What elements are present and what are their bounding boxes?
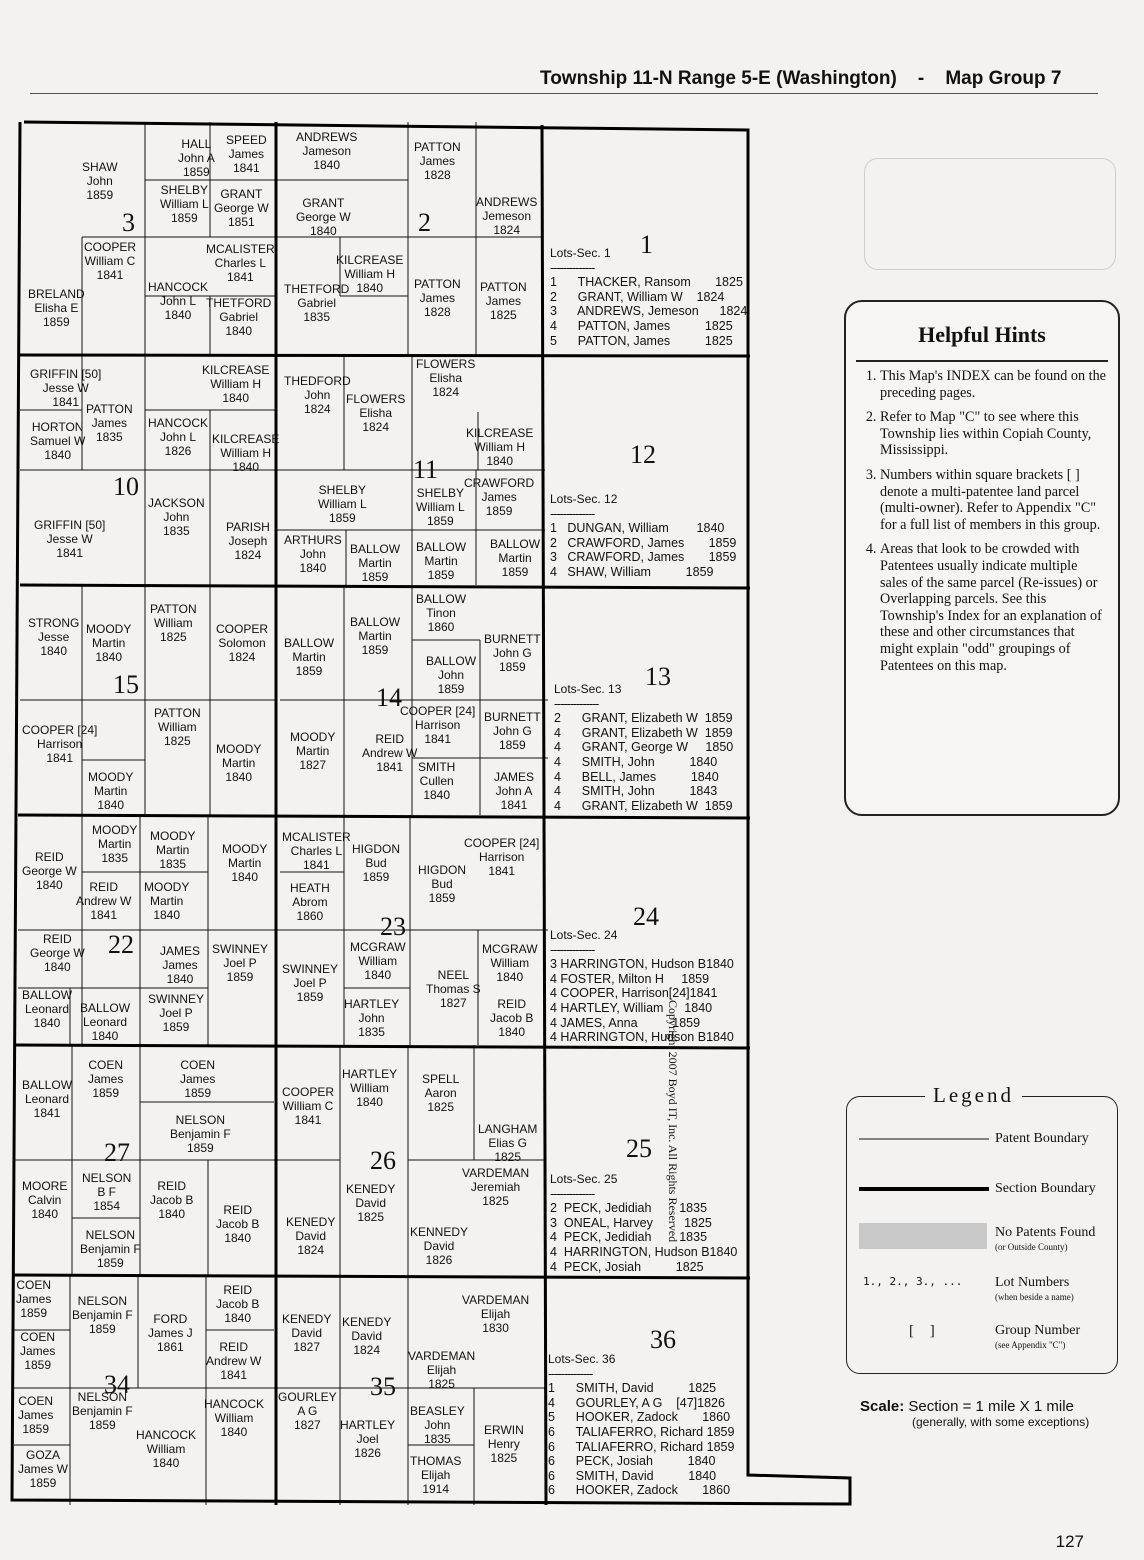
parcel-label: MOODY Martin 1840 [144, 880, 190, 922]
parcel-label: THEDFORD John 1824 [284, 374, 351, 416]
parcel-label: COEN James 1859 [88, 1058, 124, 1100]
legend-patent-boundary: Patent Boundary [995, 1131, 1089, 1146]
lot-row: 4 PATTON, James 1825 [550, 318, 733, 333]
parcel-label: KENEDY David 1824 [342, 1315, 392, 1357]
parcel-label: HIGDON Bud 1859 [352, 842, 400, 884]
legend-no-patents-sub: (or Outside County) [995, 1242, 1068, 1252]
parcel-label: HARTLEY Joel 1826 [340, 1418, 396, 1460]
lot-row: 6 TALIAFERRO, Richard 1859 [548, 1439, 735, 1454]
parcel-label: STRONG Jesse 1840 [28, 616, 80, 658]
lot-row: 5 PATTON, James 1825 [550, 333, 733, 348]
lot-row: 6 PECK, Josiah 1840 [548, 1454, 716, 1469]
section-number-27: 27 [104, 1138, 130, 1167]
parcel-label: KILCREASE William H 1840 [202, 363, 270, 405]
parcel-label: GRANT George W 1851 [214, 187, 269, 229]
section-number-25: 25 [626, 1134, 652, 1163]
lot-row: 4 PECK, Jedidiah 1835 [550, 1230, 708, 1245]
scale-note: (generally, with some exceptions) [912, 1415, 1090, 1429]
lot-row: 4 PECK, Josiah 1825 [550, 1259, 704, 1274]
parcel-label: JACKSON John 1835 [148, 496, 205, 538]
section-number-34: 34 [104, 1370, 130, 1399]
parcel-label: KENEDY David 1824 [286, 1215, 336, 1257]
parcel-label: BURNETT John G 1859 [484, 710, 541, 752]
parcel-label: GOURLEY A G 1827 [278, 1390, 337, 1432]
parcel-label: JAMES John A 1841 [494, 770, 535, 812]
lot-row: 4 SHAW, William 1859 [550, 564, 714, 579]
parcel-label: HALL John A 1859 [178, 137, 215, 179]
lot-row: 4 HARRINGTON, Hudson B1840 [550, 1030, 734, 1045]
page-number: 127 [1055, 1532, 1084, 1551]
parcel-label: MOORE Calvin 1840 [22, 1179, 68, 1221]
hints-divider [856, 360, 1108, 362]
parcel-label: SHELBY William L 1859 [160, 183, 209, 225]
lot-row: 3 CRAWFORD, James 1859 [550, 550, 737, 565]
lot-row: 4 SMITH, John 1843 [554, 784, 718, 799]
parcel-label: FLOWERS Elisha 1824 [346, 392, 406, 434]
section-number-26: 26 [370, 1146, 396, 1175]
section-number-10: 10 [113, 472, 139, 501]
parcel-label: MOODY Martin 1840 [88, 770, 134, 812]
parcel-label: KILCREASE William H 1840 [466, 426, 534, 468]
parcel-label: MOODY Martin 1827 [290, 730, 336, 772]
section-number-22: 22 [108, 930, 134, 959]
legend-lot-numbers-label: Lot Numbers [995, 1275, 1070, 1290]
section-number-23: 23 [380, 912, 406, 941]
parcel-label: THOMAS Elijah 1914 [410, 1454, 462, 1496]
hints-list [854, 368, 1108, 682]
lot-row: 4 GRANT, Elizabeth W 1859 [554, 725, 733, 740]
section-number-14: 14 [376, 683, 402, 712]
parcel-label: BALLOW Leonard 1841 [22, 1078, 73, 1120]
lots-title: Lots-Sec. 36 [548, 1352, 616, 1366]
parcel-label: REID Jacob B 1840 [216, 1203, 260, 1245]
scale-label: Scale: [860, 1398, 905, 1415]
parcel-label: GRIFFIN [50] Jesse W 1841 [30, 367, 102, 409]
legend-group-number-sub: (see Appendix "C") [995, 1340, 1066, 1350]
parcel-label: BALLOW Martin 1859 [416, 540, 467, 582]
parcel-label: REID Jacob B 1840 [490, 997, 534, 1039]
parcel-label: FORD James J 1861 [148, 1312, 193, 1354]
section-number-36: 36 [650, 1325, 676, 1354]
lots-list [550, 1172, 737, 1274]
lot-row: 3 ANDREWS, Jemeson 1824 [550, 304, 748, 319]
parcel-label: ANDREWS Jemeson 1824 [476, 195, 538, 237]
parcel-label: COEN James 1859 [180, 1058, 216, 1100]
parcel-label: HEATH Abrom 1860 [290, 881, 330, 923]
parcel-label: JAMES James 1840 [160, 944, 201, 986]
section-number-12: 12 [630, 440, 656, 469]
header-title: Township 11-N Range 5-E (Washington) [540, 68, 897, 89]
parcel-label: MCALISTER Charles L 1841 [282, 830, 351, 872]
parcel-label: SHAW John 1859 [82, 160, 118, 202]
parcel-label: HANCOCK William 1840 [204, 1397, 265, 1439]
parcel-label: COOPER [24] Harrison 1841 [400, 704, 476, 746]
parcel-label: VARDEMAN Elijah 1825 [408, 1349, 476, 1391]
hint-item: 3. Numbers within square brackets [ ] denote a multi-patentee land parcel (multi-owner). Refer to Appendix "C" for a full list of members in this group. [880, 467, 1108, 533]
hint-item: 4. Areas that look to be crowded with Patentees usually indicate multiple sales of the same parcel (Re-issues) or Overlapping parcels. See this Township's Index for an explanation of these and other circumstances that might explain "odd" groupings of Patentees on this map. [880, 541, 1108, 674]
parcel-label: MOODY Martin 1840 [222, 842, 268, 884]
parcel-label: COEN James 1859 [18, 1394, 54, 1436]
lot-row: 4 COOPER, Harrison[24]1841 [550, 986, 718, 1001]
parcel-label: PATTON James 1825 [480, 280, 527, 322]
lots-title: Lots-Sec. 25 [550, 1172, 618, 1186]
parcel-label: SWINNEY Joel P 1859 [148, 992, 205, 1034]
lot-row: 4 BELL, James 1840 [554, 769, 719, 784]
map-scale [860, 1398, 1089, 1429]
parcel-label: COOPER William C 1841 [282, 1085, 335, 1127]
parcel-label: HARTLEY John 1835 [344, 997, 400, 1039]
lots-list [550, 492, 736, 580]
legend-section-boundary: Section Boundary [995, 1181, 1096, 1196]
lot-row: 6 TALIAFERRO, Richard 1859 [548, 1424, 735, 1439]
parcel-label: NELSON Benjamin F 1859 [170, 1113, 231, 1155]
parcel-label: PATTON James 1828 [414, 140, 461, 182]
parcel-label: REID Andrew W 1841 [362, 732, 418, 774]
lot-row: 1 SMITH, David 1825 [548, 1381, 717, 1396]
parcel-label: NELSON Benjamin F 1859 [72, 1390, 133, 1432]
lot-row: 4 FOSTER, Milton H 1859 [550, 971, 710, 986]
section-number-2: 2 [418, 208, 431, 237]
section-number-24: 24 [633, 902, 659, 931]
lots-list [548, 1352, 734, 1498]
parcel-label: REID George W 1840 [30, 932, 85, 974]
legend-box [846, 1083, 1118, 1374]
parcel-label: ANDREWS Jameson 1840 [296, 130, 358, 172]
parcel-label: NELSON Benjamin F 1859 [80, 1228, 141, 1270]
lot-row: 5 HOOKER, Zadock 1860 [548, 1410, 731, 1425]
section-number-1: 1 [640, 230, 653, 259]
lot-row: 6 SMITH, David 1840 [548, 1468, 717, 1483]
legend-group-symbol: [ ] [909, 1323, 941, 1339]
parcel-label: SHELBY William L 1859 [318, 483, 367, 525]
parcel-label: MCGRAW William 1840 [482, 942, 538, 984]
parcel-label: LANGHAM Elias G 1825 [478, 1122, 538, 1164]
parcel-label: BALLOW Martin 1859 [350, 542, 401, 584]
parcel-label: HANCOCK William 1840 [136, 1428, 197, 1470]
lots-list [550, 928, 734, 1045]
parcel-label: COOPER William C 1841 [84, 240, 137, 282]
parcel-label: HIGDON Bud 1859 [418, 863, 466, 905]
copyright-notice: Copyright 2007 Boyd IT, Inc. All Rights Reserved [666, 1000, 680, 1243]
parcel-label: BALLOW Martin 1859 [490, 537, 541, 579]
legend-lot-symbol: 1., 2., 3., ... [863, 1275, 963, 1288]
parcel-label: REID Jacob B 1840 [216, 1283, 260, 1325]
parcel-label: MOODY Martin 1835 [92, 823, 138, 865]
parcel-label: SWINNEY Joel P 1859 [212, 942, 269, 984]
section-number-35: 35 [370, 1372, 396, 1401]
legend-title: Legend [925, 1083, 1022, 1108]
parcel-label: PATTON William 1825 [150, 602, 197, 644]
parcel-label: THETFORD Gabriel 1840 [206, 296, 272, 338]
parcel-label: VARDEMAN Jeremiah 1825 [462, 1166, 530, 1208]
parcel-label: BURNETT John G 1859 [484, 632, 541, 674]
lots-title: Lots-Sec. 12 [550, 492, 618, 506]
parcel-label: REID Jacob B 1840 [150, 1179, 194, 1221]
parcel-label: BALLOW Martin 1859 [350, 615, 401, 657]
parcel-label: MCALISTER Charles L 1841 [206, 242, 275, 284]
parcel-label: COOPER [24] Harrison 1841 [22, 723, 98, 765]
parcel-label: NEEL Thomas S 1827 [426, 968, 481, 1010]
parcel-label: HARTLEY William 1840 [342, 1067, 398, 1109]
lot-row: 4 HARRINGTON, Hudson B1840 [550, 1244, 738, 1259]
parcel-label: HANCOCK John L 1826 [148, 416, 209, 458]
parcel-label: BALLOW Martin 1859 [284, 636, 335, 678]
section-number-11: 11 [413, 455, 439, 484]
parcel-label: PARISH Joseph 1824 [226, 520, 270, 562]
lots-divider: -------------- [554, 696, 599, 711]
lot-row: 2 PECK, Jedidiah 1835 [550, 1201, 708, 1216]
legend-group-number [995, 1323, 1080, 1353]
lot-row: 6 HOOKER, Zadock 1860 [548, 1483, 731, 1498]
faded-map-box [864, 158, 1116, 270]
parcel-label: KILCREASE William H 1840 [336, 253, 404, 295]
parcel-label: NELSON B F 1854 [82, 1171, 132, 1213]
parcel-label: BEASLEY John 1835 [410, 1404, 465, 1446]
lot-row: 4 HARTLEY, William 1840 [550, 1000, 713, 1015]
parcel-label: PATTON James 1828 [414, 277, 461, 319]
parcel-label: CRAWFORD James 1859 [464, 476, 535, 518]
parcel-label: COEN James 1859 [20, 1330, 56, 1372]
parcel-label: FLOWERS Elisha 1824 [416, 357, 476, 399]
hint-item: 1. This Map's INDEX can be found on the preceding pages. [880, 368, 1108, 401]
parcel-label: HORTON Samuel W 1840 [30, 420, 86, 462]
lot-row: 2 GRANT, Elizabeth W 1859 [554, 711, 733, 726]
parcel-label: MCGRAW William 1840 [350, 940, 406, 982]
parcel-label: BALLOW Leonard 1840 [80, 1001, 131, 1043]
header-separator: - [917, 68, 925, 89]
parcel-label: SPEED James 1841 [226, 133, 267, 175]
parcel-label: KENEDY David 1827 [282, 1312, 332, 1354]
lot-row: 3 ONEAL, Harvey 1825 [550, 1215, 712, 1230]
helpful-hints-box [844, 300, 1120, 816]
hint-item: 2. Refer to Map "C" to see where this Township lies within Copiah County, Mississippi. [880, 409, 1108, 459]
hints-title: Helpful Hints [918, 322, 1046, 347]
section-number-3: 3 [122, 208, 135, 237]
lot-row: 4 GOURLEY, A G [47]1826 [548, 1395, 725, 1410]
legend-lot-numbers-sub: (when beside a name) [995, 1292, 1074, 1302]
lots-list [554, 682, 733, 813]
lots-divider: -------------- [548, 1366, 593, 1381]
lots-divider: -------------- [550, 942, 595, 957]
parcel-label: BRELAND Elisha E 1859 [28, 287, 85, 329]
parcel-label: GRIFFIN [50] Jesse W 1841 [34, 518, 106, 560]
lot-row: 4 GRANT, Elizabeth W 1859 [554, 798, 733, 813]
parcel-label: ARTHURS John 1840 [284, 533, 342, 575]
parcel-label: MOODY Martin 1835 [150, 829, 196, 871]
parcel-label: KILCREASE William H 1840 [212, 432, 280, 474]
parcel-label: ERWIN Henry 1825 [484, 1423, 524, 1465]
parcel-label: SPELL Aaron 1825 [422, 1072, 460, 1114]
lot-row: 1 DUNGAN, William 1840 [550, 521, 725, 536]
lots-title: Lots-Sec. 24 [550, 928, 618, 942]
parcel-label: KENEDY David 1825 [346, 1182, 396, 1224]
parcel-label: BALLOW John 1859 [426, 654, 477, 696]
parcel-label: REID George W 1840 [22, 850, 77, 892]
legend-lot-numbers [995, 1275, 1074, 1305]
parcel-label: PATTON William 1825 [154, 706, 201, 748]
parcel-label: KENNEDY David 1826 [410, 1225, 469, 1267]
parcel-label: MOODY Martin 1840 [86, 622, 132, 664]
parcel-label: BALLOW Leonard 1840 [22, 988, 73, 1030]
lots-divider: -------------- [550, 260, 595, 275]
parcel-label: SHELBY William L 1859 [416, 486, 465, 528]
parcel-label: HANCOCK John L 1840 [148, 280, 209, 322]
lot-row: 4 JAMES, Anna 1859 [550, 1015, 701, 1030]
parcel-label: THETFORD Gabriel 1835 [284, 282, 350, 324]
lot-row: 1 THACKER, Ransom 1825 [550, 275, 743, 290]
parcel-label: REID Andrew W 1841 [76, 880, 132, 922]
parcel-label: COOPER [24] Harrison 1841 [464, 836, 540, 878]
lots-title: Lots-Sec. 1 [550, 246, 611, 260]
section-number-15: 15 [113, 670, 139, 699]
lots-title: Lots-Sec. 13 [554, 682, 622, 696]
parcel-label: PATTON James 1835 [86, 402, 133, 444]
lots-divider: -------------- [550, 506, 595, 521]
parcel-label: VARDEMAN Elijah 1830 [462, 1293, 530, 1335]
lot-row: 4 SMITH, John 1840 [554, 754, 718, 769]
parcel-label: REID Andrew W 1841 [206, 1340, 262, 1382]
scale-value: Section = 1 mile X 1 mile [908, 1398, 1074, 1415]
legend-no-patents [995, 1225, 1095, 1255]
legend-group-number-label: Group Number [995, 1323, 1081, 1338]
header-group: Map Group 7 [945, 68, 1062, 89]
lots-list [550, 246, 747, 348]
legend-no-patents-label: No Patents Found [995, 1225, 1096, 1240]
lot-row: 2 GRANT, William W 1824 [550, 289, 725, 304]
parcel-label: GRANT George W 1840 [296, 196, 351, 238]
parcel-label: GOZA James W 1859 [18, 1448, 69, 1490]
parcel-label: BALLOW Tinon 1860 [416, 592, 467, 634]
lot-row: 4 GRANT, George W 1850 [554, 740, 734, 755]
parcel-label: NELSON Benjamin F 1859 [72, 1294, 133, 1336]
lot-row: 2 CRAWFORD, James 1859 [550, 535, 737, 550]
parcel-label: MOODY Martin 1840 [216, 742, 262, 784]
parcel-label: COEN James 1859 [16, 1278, 52, 1320]
lots-divider: -------------- [550, 1186, 595, 1201]
section-number-13: 13 [645, 662, 671, 691]
parcel-label: SWINNEY Joel P 1859 [282, 962, 339, 1004]
parcel-label: COOPER Solomon 1824 [216, 622, 269, 664]
parcel-label: SMITH Cullen 1840 [418, 760, 456, 802]
lot-row: 3 HARRINGTON, Hudson B1840 [550, 957, 734, 972]
